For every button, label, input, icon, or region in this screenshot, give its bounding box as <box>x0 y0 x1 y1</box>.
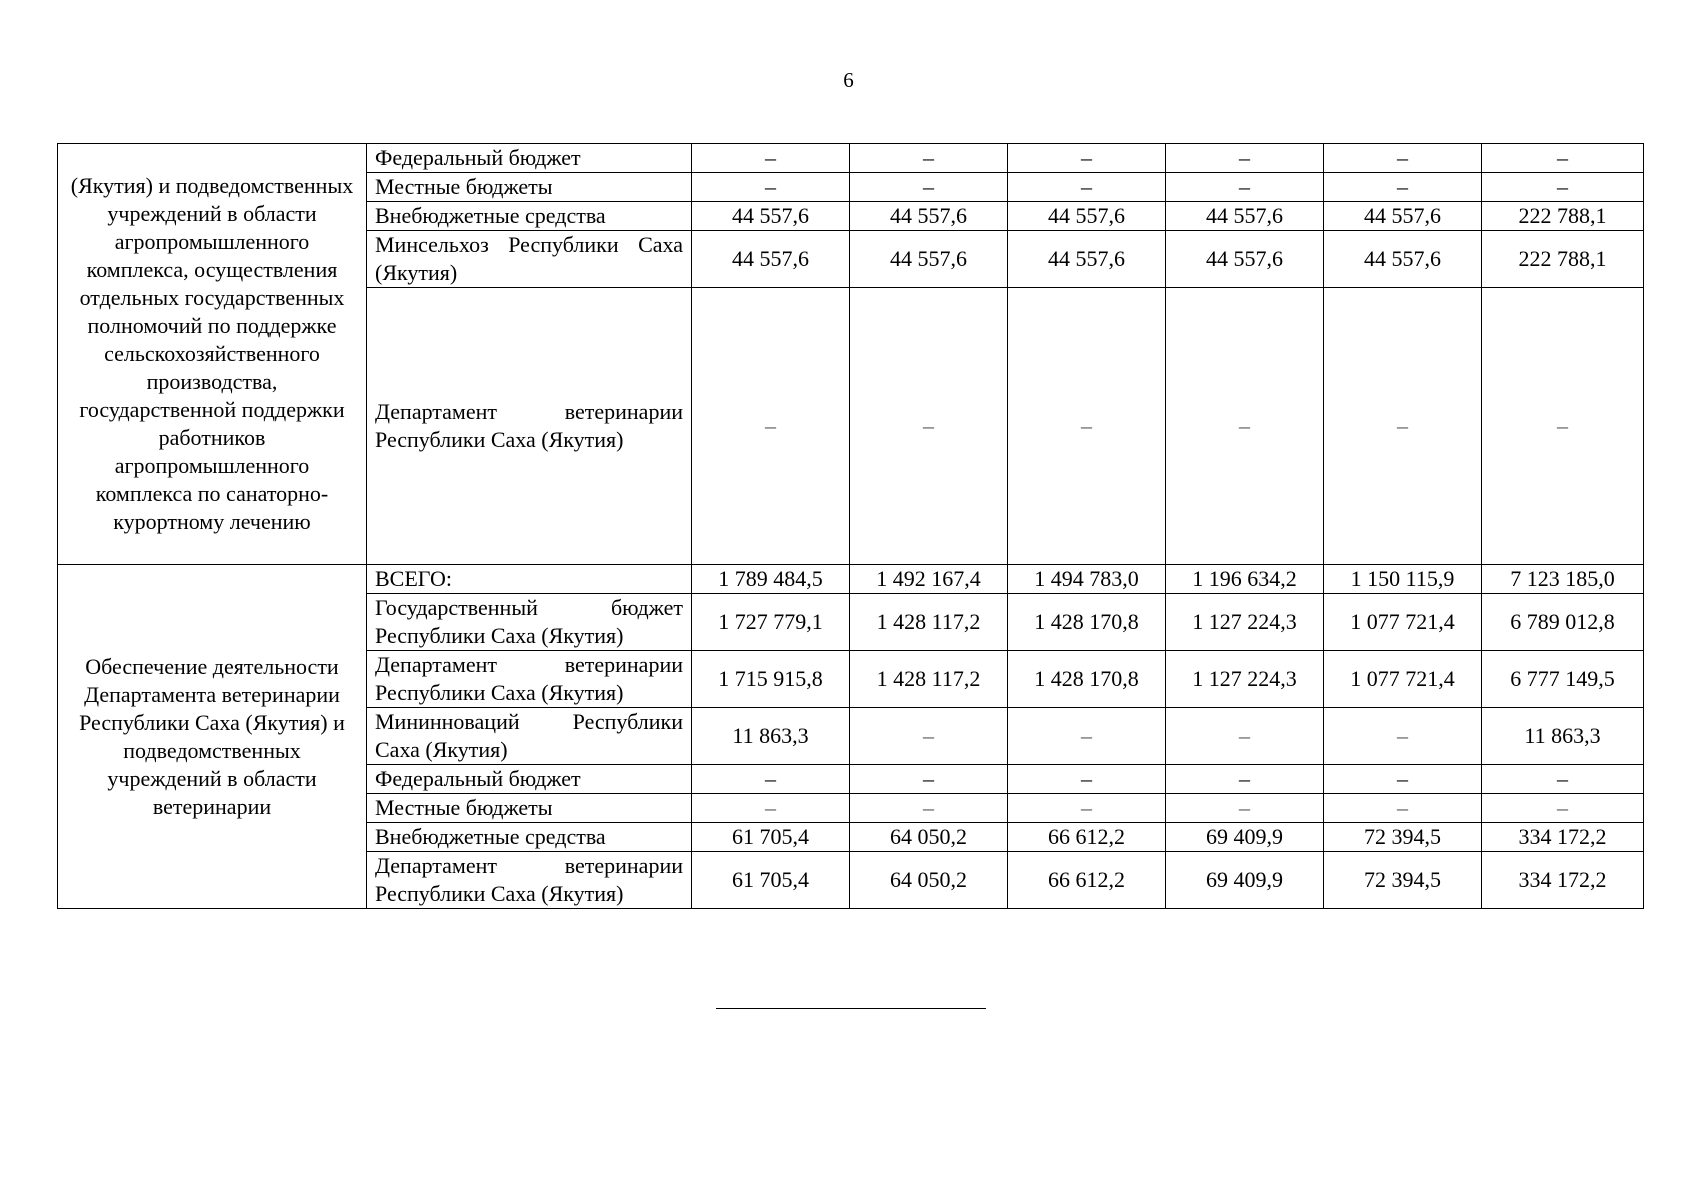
value-cell: – <box>1324 173 1482 202</box>
value-cell: 1 127 224,3 <box>1166 651 1324 708</box>
value-cell: 1 428 170,8 <box>1008 651 1166 708</box>
value-cell: – <box>850 708 1008 765</box>
value-cell: 64 050,2 <box>850 852 1008 909</box>
value-cell: 44 557,6 <box>1324 231 1482 288</box>
value-cell: – <box>1166 794 1324 823</box>
value-cell: 61 705,4 <box>692 852 850 909</box>
value-cell: 44 557,6 <box>850 202 1008 231</box>
budget-table <box>57 143 1644 909</box>
value-cell: 1 492 167,4 <box>850 565 1008 594</box>
value-cell: – <box>1324 708 1482 765</box>
value-cell: 1 127 224,3 <box>1166 594 1324 651</box>
funding-source-cell: Департамент ветеринарии Республики Саха (Якутия) <box>367 288 692 565</box>
value-cell: 44 557,6 <box>1166 202 1324 231</box>
value-cell: 1 196 634,2 <box>1166 565 1324 594</box>
value-cell: – <box>1324 794 1482 823</box>
value-cell: – <box>1008 288 1166 565</box>
value-cell: – <box>850 288 1008 565</box>
value-cell: 1 727 779,1 <box>692 594 850 651</box>
funding-source-cell: ВСЕГО: <box>367 565 692 594</box>
program-cell: Обеспечение деятельности Департамента ветеринарии Республики Саха (Якутия) и подведомственных учреждений в области ветеринарии <box>58 565 367 909</box>
value-cell: – <box>1008 708 1166 765</box>
value-cell: 1 077 721,4 <box>1324 651 1482 708</box>
value-cell: 61 705,4 <box>692 823 850 852</box>
value-cell: 1 789 484,5 <box>692 565 850 594</box>
value-cell: 44 557,6 <box>692 231 850 288</box>
funding-source-cell: Государственный бюджет Республики Саха (Якутия) <box>367 594 692 651</box>
value-cell: – <box>1324 765 1482 794</box>
value-cell: – <box>1166 144 1324 173</box>
value-cell: 44 557,6 <box>1008 231 1166 288</box>
value-cell: 44 557,6 <box>1008 202 1166 231</box>
value-cell: – <box>1324 144 1482 173</box>
value-cell: – <box>692 765 850 794</box>
total-value-cell: – <box>1482 765 1644 794</box>
value-cell: – <box>1008 794 1166 823</box>
value-cell: 1 494 783,0 <box>1008 565 1166 594</box>
total-value-cell: 6 789 012,8 <box>1482 594 1644 651</box>
value-cell: – <box>692 173 850 202</box>
value-cell: 11 863,3 <box>692 708 850 765</box>
value-cell: – <box>1008 144 1166 173</box>
value-cell: – <box>692 288 850 565</box>
value-cell: 1 428 117,2 <box>850 594 1008 651</box>
value-cell: 44 557,6 <box>1166 231 1324 288</box>
value-cell: 44 557,6 <box>692 202 850 231</box>
funding-source-cell: Федеральный бюджет <box>367 144 692 173</box>
total-value-cell: 334 172,2 <box>1482 852 1644 909</box>
page-number: 6 <box>843 68 854 92</box>
value-cell: 66 612,2 <box>1008 823 1166 852</box>
value-cell: – <box>850 794 1008 823</box>
funding-source-cell: Местные бюджеты <box>367 173 692 202</box>
value-cell: 66 612,2 <box>1008 852 1166 909</box>
total-value-cell: 222 788,1 <box>1482 202 1644 231</box>
funding-source-cell: Внебюджетные средства <box>367 202 692 231</box>
total-value-cell: 334 172,2 <box>1482 823 1644 852</box>
funding-source-cell: Минсельхоз Республики Саха (Якутия) <box>367 231 692 288</box>
value-cell: – <box>850 765 1008 794</box>
total-value-cell: 222 788,1 <box>1482 231 1644 288</box>
funding-source-cell: Местные бюджеты <box>367 794 692 823</box>
funding-source-cell: Департамент ветеринарии Республики Саха (Якутия) <box>367 651 692 708</box>
value-cell: – <box>1166 708 1324 765</box>
funding-source-cell: Мининноваций Республики Саха (Якутия) <box>367 708 692 765</box>
value-cell: 72 394,5 <box>1324 823 1482 852</box>
funding-source-cell: Федеральный бюджет <box>367 765 692 794</box>
end-of-document-rule <box>716 1008 986 1009</box>
value-cell: 1 428 117,2 <box>850 651 1008 708</box>
value-cell: 69 409,9 <box>1166 823 1324 852</box>
value-cell: – <box>1166 765 1324 794</box>
funding-source-cell: Департамент ветеринарии Республики Саха (Якутия) <box>367 852 692 909</box>
program-cell: (Якутия) и подведомственных учреждений в области агропромышленного комплекса, осуществления отдельных государственных полномочий по поддержке сельскохозяйственного производства, государственной поддержки работников агропромышленного комплекса по санаторно-курортному лечению <box>58 144 367 565</box>
value-cell: – <box>850 144 1008 173</box>
value-cell: 1 077 721,4 <box>1324 594 1482 651</box>
value-cell: – <box>1166 173 1324 202</box>
value-cell: – <box>1008 173 1166 202</box>
table-row <box>58 565 1644 594</box>
value-cell: 64 050,2 <box>850 823 1008 852</box>
value-cell: 72 394,5 <box>1324 852 1482 909</box>
total-value-cell: 6 777 149,5 <box>1482 651 1644 708</box>
total-value-cell: – <box>1482 173 1644 202</box>
total-value-cell: – <box>1482 794 1644 823</box>
value-cell: – <box>692 144 850 173</box>
total-value-cell: 7 123 185,0 <box>1482 565 1644 594</box>
value-cell: 44 557,6 <box>1324 202 1482 231</box>
value-cell: 1 715 915,8 <box>692 651 850 708</box>
value-cell: 69 409,9 <box>1166 852 1324 909</box>
value-cell: – <box>1008 765 1166 794</box>
value-cell: – <box>1324 288 1482 565</box>
value-cell: 1 428 170,8 <box>1008 594 1166 651</box>
value-cell: – <box>692 794 850 823</box>
value-cell: 1 150 115,9 <box>1324 565 1482 594</box>
funding-source-cell: Внебюджетные средства <box>367 823 692 852</box>
table-row <box>58 144 1644 173</box>
total-value-cell: 11 863,3 <box>1482 708 1644 765</box>
value-cell: 44 557,6 <box>850 231 1008 288</box>
total-value-cell: – <box>1482 288 1644 565</box>
total-value-cell: – <box>1482 144 1644 173</box>
value-cell: – <box>850 173 1008 202</box>
value-cell: – <box>1166 288 1324 565</box>
